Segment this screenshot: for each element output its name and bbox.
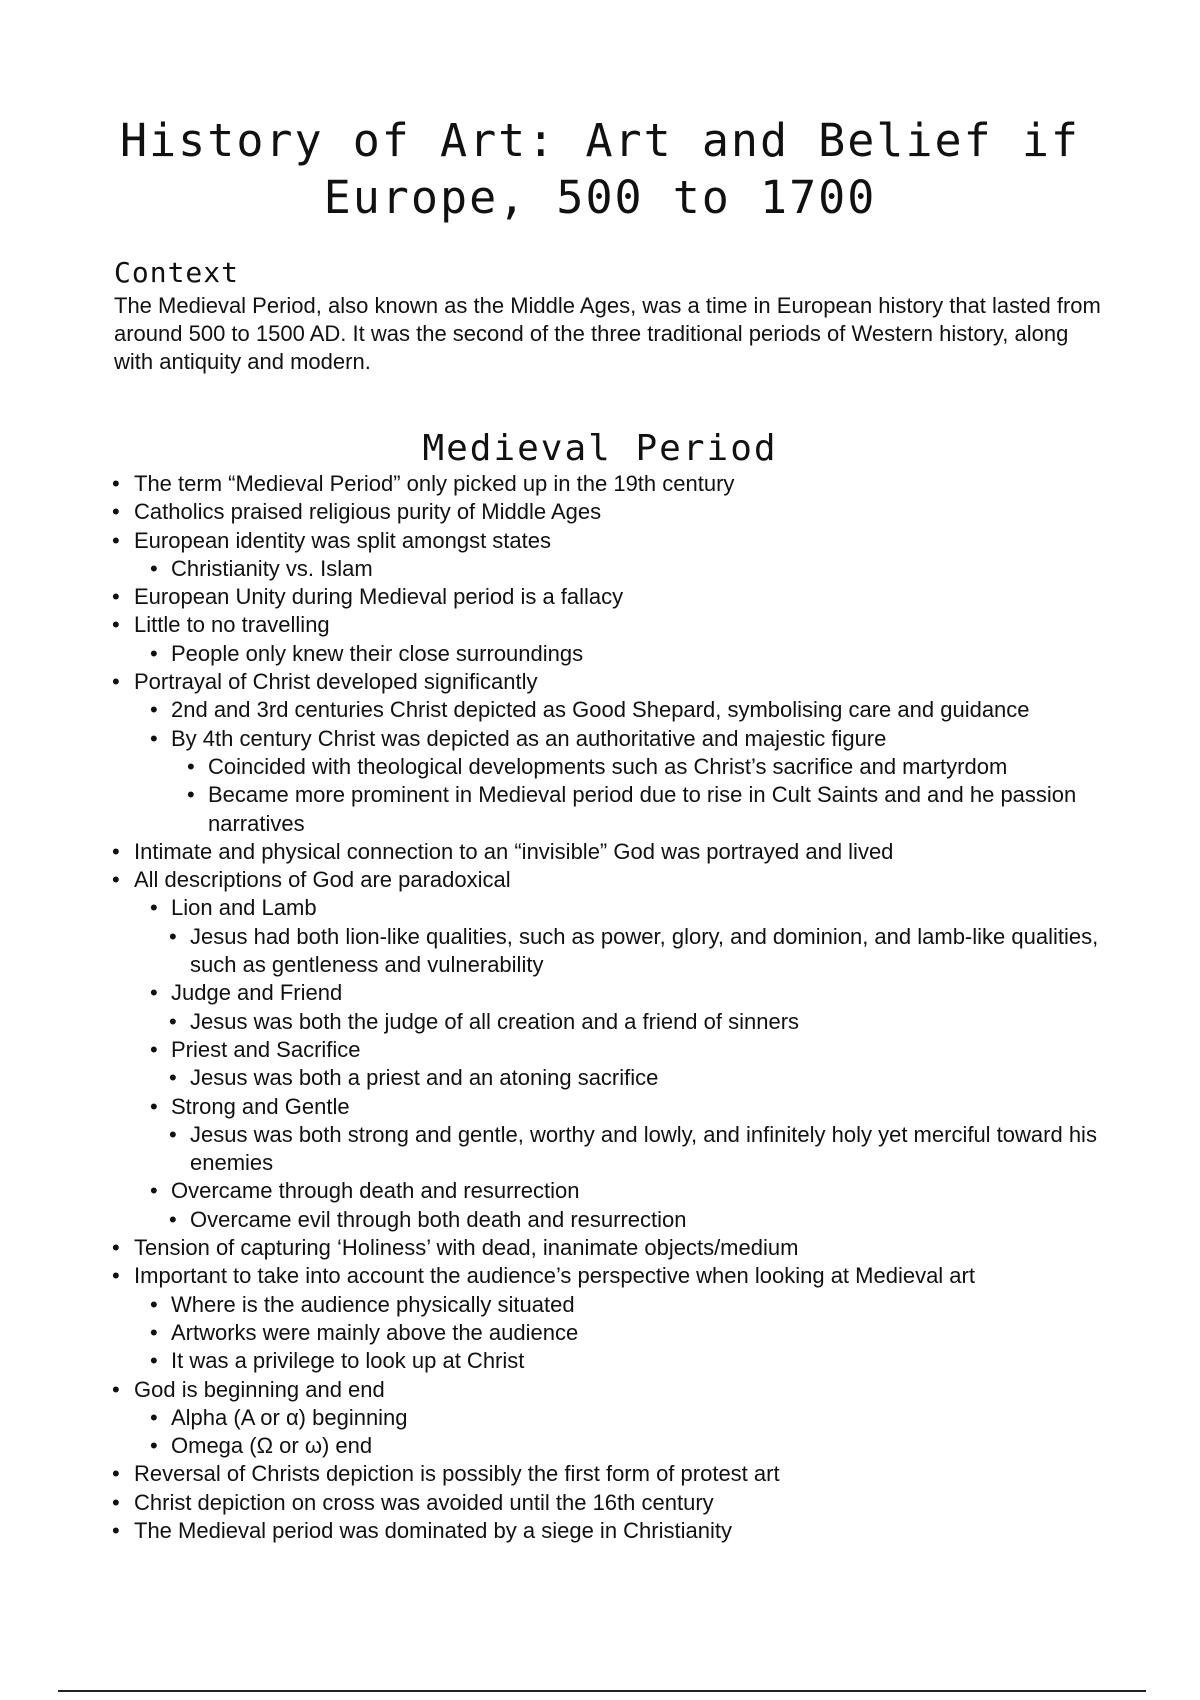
bullet-item: • Catholics praised religious purity of Middle Ages [112, 498, 1112, 526]
medieval-period-heading: Medieval Period [422, 428, 778, 469]
sub-bullet-item: • Lion and Lamb [112, 894, 1112, 922]
sub-bullet-item: • Overcame through death and resurrection [112, 1177, 1112, 1205]
page-title: History of Art: Art and Belief if Europe, 500 to 1700 [119, 114, 1081, 224]
bullet-item: • Reversal of Christs depiction is possibly the first form of protest art [112, 1460, 1112, 1488]
sub-bullet-item: • Judge and Friend [112, 979, 1112, 1007]
bullet-item: • Intimate and physical connection to an “invisible” God was portrayed and lived [112, 838, 1112, 866]
page-bottom-rule [58, 1690, 1146, 1692]
sub-bullet-item: • Omega (Ω or ω) end [112, 1432, 1112, 1460]
sub-bullet-item: • By 4th century Christ was depicted as an authoritative and majestic figure [112, 725, 1112, 753]
bullet-item: • God is beginning and end [112, 1376, 1112, 1404]
sub-bullet-item: • Christianity vs. Islam [112, 555, 1112, 583]
bullet-item: • European identity was split amongst states [112, 527, 1112, 555]
sub-bullet-item: • It was a privilege to look up at Christ [112, 1347, 1112, 1375]
context-heading: Context [114, 256, 240, 289]
bullet-item: • The Medieval period was dominated by a siege in Christianity [112, 1517, 1112, 1545]
sub-sub-bullet-item: • Jesus was both a priest and an atoning sacrifice [112, 1064, 1112, 1092]
bullet-item: • Tension of capturing ‘Holiness’ with dead, inanimate objects/medium [112, 1234, 1112, 1262]
sub-sub-bullet-item: • Overcame evil through both death and resurrection [112, 1206, 1112, 1234]
context-paragraph: The Medieval Period, also known as the Middle Ages, was a time in European history that lasted from around 500 to 1500 AD. It was the second of the three traditional periods of Western history, along with antiquity and modern. [114, 293, 1101, 374]
sub-sub-bullet-item: • Jesus was both the judge of all creation and a friend of sinners [112, 1008, 1112, 1036]
bullet-item: • European Unity during Medieval period is a fallacy [112, 583, 1112, 611]
sub-bullet-item: • Alpha (Α or α) beginning [112, 1404, 1112, 1432]
sub-bullet-item: • Strong and Gentle [112, 1093, 1112, 1121]
sub-bullet-item: • Priest and Sacrifice [112, 1036, 1112, 1064]
sub-bullet-item: • Artworks were mainly above the audience [112, 1319, 1112, 1347]
bullet-item: • Christ depiction on cross was avoided until the 16th century [112, 1489, 1112, 1517]
medieval-bullet-list [112, 470, 1112, 1545]
bullet-item: • Portrayal of Christ developed significantly [112, 668, 1112, 696]
sub-sub-bullet-item: • Became more prominent in Medieval period due to rise in Cult Saints and and he passion narratives [112, 781, 1112, 838]
sub-sub-bullet-item: • Jesus was both strong and gentle, worthy and lowly, and infinitely holy yet merciful toward his enemies [112, 1121, 1112, 1178]
sub-sub-bullet-item: • Jesus had both lion-like qualities, such as power, glory, and dominion, and lamb-like qualities, such as gentleness and vulnerability [112, 923, 1112, 980]
bullet-item: • Little to no travelling [112, 611, 1112, 639]
sub-bullet-item: • People only knew their close surroundings [112, 640, 1112, 668]
bullet-item: • All descriptions of God are paradoxical [112, 866, 1112, 894]
sub-bullet-item: • Where is the audience physically situated [112, 1291, 1112, 1319]
bullet-item: • Important to take into account the audience’s perspective when looking at Medieval art [112, 1262, 1112, 1290]
sub-sub-bullet-item: • Coincided with theological developments such as Christ’s sacrifice and martyrdom [112, 753, 1112, 781]
sub-bullet-item: • 2nd and 3rd centuries Christ depicted as Good Shepard, symbolising care and guidance [112, 696, 1112, 724]
bullet-item: • The term “Medieval Period” only picked up in the 19th century [112, 470, 1112, 498]
